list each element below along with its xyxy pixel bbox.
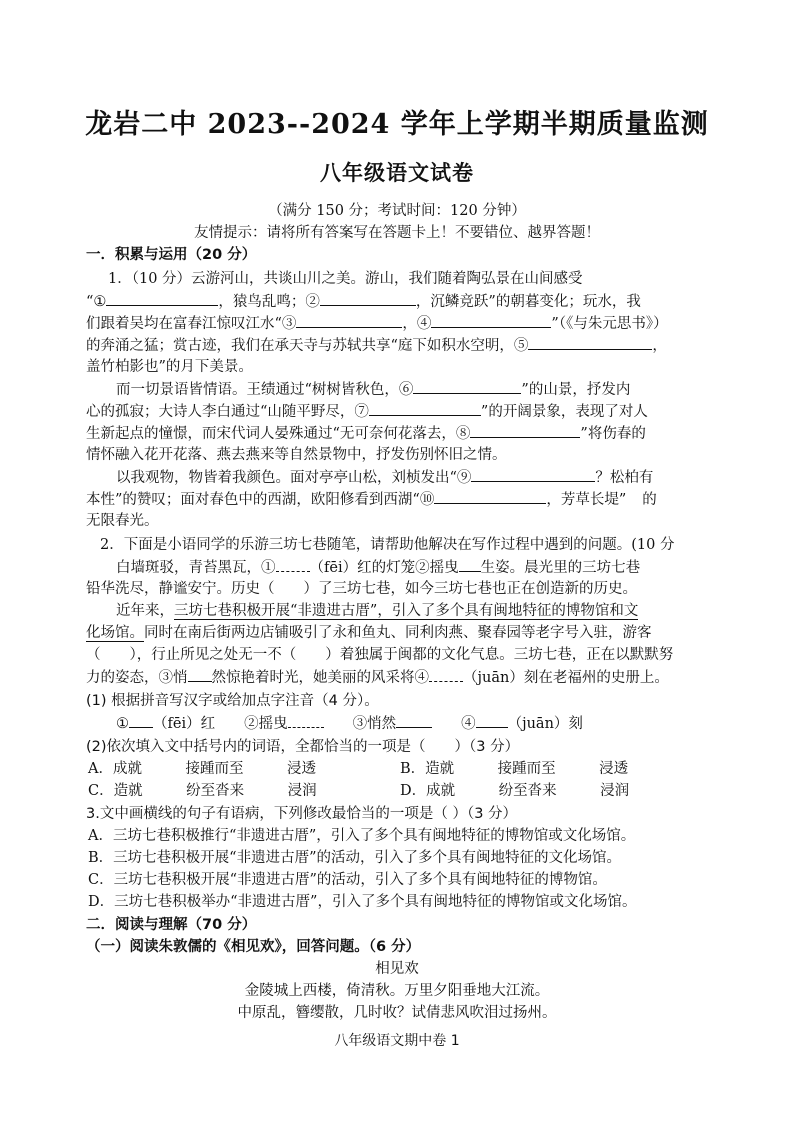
q2-passage-line6: 力的姿态，③悄 然惊艳着时光，她美丽的风采将④ （juān）刻在老福州的史册上。 xyxy=(86,666,669,689)
sub1-answers: ① （fēi）红 ②摇曳 ③悄然 ④ （juān）刻 xyxy=(116,712,583,735)
option-d: D．成就 纷至沓来 浸润 xyxy=(400,783,630,799)
answer-blank-p4[interactable] xyxy=(429,666,463,682)
q1-line6: 而一切景语皆情语。王绩通过“树树皆秋色，⑥ ”的山景，抒发内 xyxy=(116,378,630,401)
answer-blank-s4[interactable] xyxy=(476,712,508,728)
q2-intro: 2．下面是小语同学的乐游三坊七巷随笔，请帮助他解决在写作过程中遇到的问题。(10 分 xyxy=(100,537,675,553)
underlined-sentence: 三坊七巷积极开展“非遗进古厝”，引入了多个具有闽地特征的博物馆和文 xyxy=(174,603,639,619)
poem-line-1: 金陵城上西楼，倚清秋。万里夕阳垂地大江流。 xyxy=(244,983,550,999)
page-footer: 八年级语文期中卷 1 xyxy=(334,1033,460,1049)
q1-line11: 本性”的赞叹；面对春色中的西湖，欧阳修看到西湖“⑩ ，芳草长堤” 的 xyxy=(86,488,657,511)
poem-line-2: 中原乱，簪缨散，几时收？试倩悲风吹泪过扬州。 xyxy=(237,1005,557,1021)
q1-line2: “① ，猿鸟乱鸣；② ，沉鳞竞跃”的朝暮变化；玩水，我 xyxy=(86,290,641,313)
answer-blank-s2[interactable] xyxy=(288,712,324,728)
underlined-sentence-end: 化场馆。 xyxy=(86,625,144,641)
option-a: A．成就 接踵而至 浸透 xyxy=(88,761,316,777)
answer-blank-2[interactable] xyxy=(320,290,416,306)
q2-passage-line2: 铅华洗尽，静谧安宁。历史（ ）了三坊七巷，如今三坊七巷也正在创造新的历史。 xyxy=(86,581,637,597)
q1-line4: 的奔涌之猛；赏古迹，我们在承天寺与苏轼共享“庭下如积水空明，⑤ ， xyxy=(86,334,667,357)
s3-option-a: A．三坊七巷积极推行“非遗进古厝”，引入了多个具有闽地特征的博物馆或文化场馆。 xyxy=(88,828,636,844)
answer-blank-p2[interactable] xyxy=(459,556,481,572)
page-title: 龙岩二中 2023--2024 学年上学期半期质量监测 xyxy=(85,109,709,140)
answer-blank-8[interactable] xyxy=(470,422,580,438)
q1-line1: 1．（10 分）云游河山，共谈山川之美。游山，我们随着陶弘景在山间感受 xyxy=(108,271,583,287)
q1-line7: 心的孤寂；大诗人李白通过“山随平野尽，⑦ ”的开阔景象，表现了对人 xyxy=(86,400,648,423)
s3-option-b: B．三坊七巷积极开展“非遗进古厝”的活动，引入了多个具有闽地特征的文化场馆。 xyxy=(88,850,621,866)
answer-blank-5[interactable] xyxy=(528,334,652,350)
q2-passage-line4: 化场馆。同时在南后街两边店铺吸引了永和鱼丸、同利肉燕、聚春园等老字号入驻，游客 xyxy=(86,625,652,641)
q2-passage-line3: 近年来，三坊七巷积极开展“非遗进古厝”，引入了多个具有闽地特征的博物馆和文 xyxy=(116,603,639,619)
sub-question-3: 3.文中画横线的句子有语病，下列修改最恰当的一项是（ ）（3 分） xyxy=(86,806,518,822)
section2-heading: 二．阅读与理解（70 分） xyxy=(86,917,257,933)
answer-blank-4[interactable] xyxy=(431,312,551,328)
answer-blank-p3[interactable] xyxy=(188,666,212,682)
answer-blank-9[interactable] xyxy=(471,466,595,482)
q1-line8: 生新起点的憧憬，而宋代词人晏殊通过“无可奈何花落去，⑧ ”将伤春的 xyxy=(86,422,646,445)
option-b: B．造就 接踵而至 浸透 xyxy=(400,761,629,777)
section1-heading: 一．积累与运用（20 分） xyxy=(86,247,257,263)
s3-option-c: C．三坊七巷积极开展“非遗进古厝”的活动，引入了多个具有闽地特征的博物馆。 xyxy=(88,872,607,888)
q2-passage-line1: 白墙斑驳，青苔黑瓦，① （fēi）红的灯笼②摇曳 生姿。晨光里的三坊七巷 xyxy=(116,556,640,579)
answer-blank-1[interactable] xyxy=(106,290,218,306)
tip-text: 友情提示：请将所有答案写在答题卡上！不要错位、越界答题！ xyxy=(194,225,600,241)
q2-passage-line5: （ ），行止所见之处无一不（ ）着独属于闽都的文化气息。三坊七巷，正在以默默努 xyxy=(86,647,674,663)
q1-line3: 们跟着吴均在富春江惊叹江水“③ ，④ ”（《与朱元思书》） xyxy=(86,312,668,335)
exam-info: （满分 150 分；考试时间：120 分钟） xyxy=(268,203,526,219)
sub-question-2: (2)依次填入文中括号内的词语，全都恰当的一项是（ ）（3 分） xyxy=(86,739,520,755)
q1-line10: 以我观物，物皆着我颜色。面对亭亭山松，刘桢发出“⑨ ？松柏有 xyxy=(116,466,653,489)
answer-blank-p1[interactable] xyxy=(276,556,310,572)
page-subtitle: 八年级语文试卷 xyxy=(320,160,474,185)
answer-blank-s3[interactable] xyxy=(396,712,432,728)
answer-blank-6[interactable] xyxy=(413,378,521,394)
answer-blank-3[interactable] xyxy=(296,312,402,328)
s3-option-d: D．三坊七巷积极举办“非遗进古厝”，引入了多个具有闽地特征的博物馆或文化场馆。 xyxy=(88,894,637,910)
answer-blank-7[interactable] xyxy=(369,400,481,416)
sub-question-1: (1) 根据拼音写汉字或给加点字注音（4 分）。 xyxy=(86,693,379,709)
section2-sub-heading: （一）阅读朱敦儒的《相见欢》，回答问题。（6 分） xyxy=(86,939,421,955)
option-c: C．造就 纷至沓来 浸润 xyxy=(88,783,317,799)
q1-line5: 盖竹柏影也”的月下美景。 xyxy=(86,359,253,375)
q1-line12: 无限春光。 xyxy=(86,513,159,529)
answer-blank-10[interactable] xyxy=(434,488,546,504)
poem-title: 相见欢 xyxy=(375,961,419,977)
q1-line9: 情怀融入花开花落、燕去燕来等自然景物中，抒发伤别怀旧之情。 xyxy=(86,447,507,463)
answer-blank-s1[interactable] xyxy=(129,712,153,728)
